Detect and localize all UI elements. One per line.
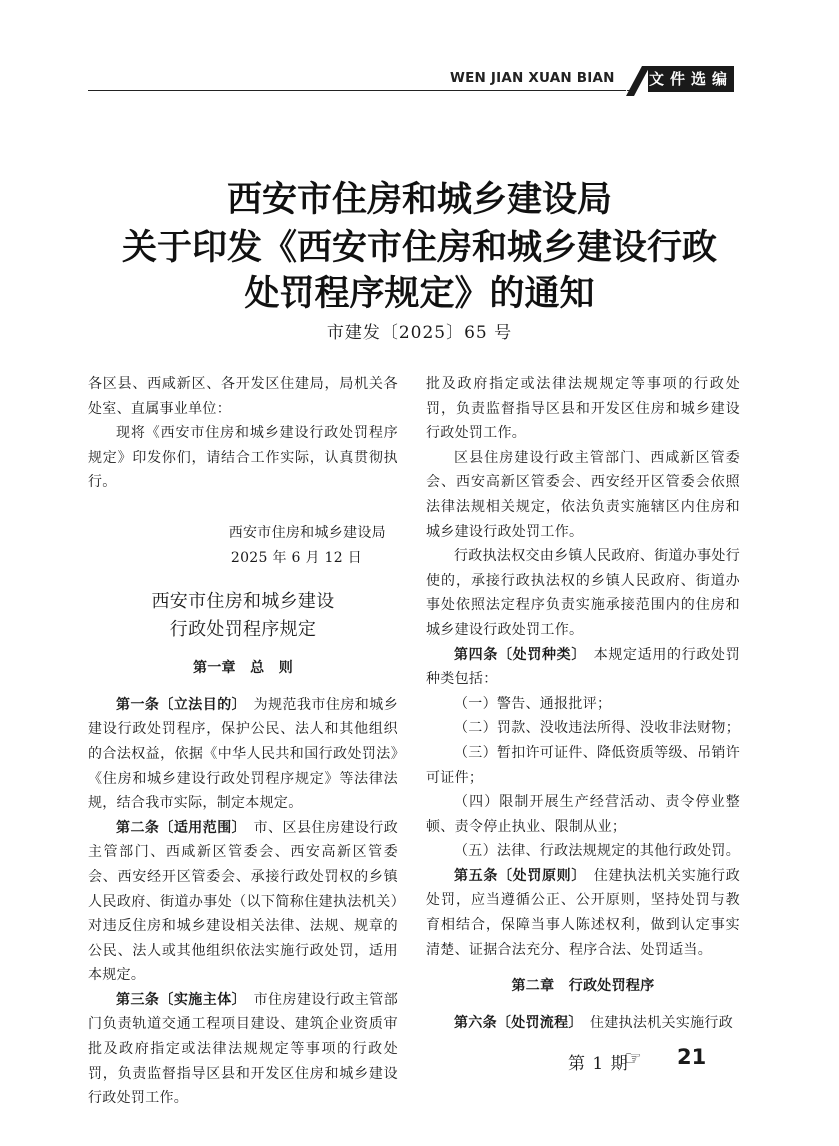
title-line-1: 西安市住房和城乡建设局 (226, 179, 612, 220)
article-2-text: 市、区县住房建设行政主管部门、西咸新区管委会、西安高新区管委会、西安经开区管委会、承接行政处罚权的乡镇人民政府、街道办事处（以下简称住建执法机关）对违反住房和城乡建设相关法律、法规、规章的公民、法人或其他组织依法实施行政处罚，适用本规定。 (88, 819, 399, 984)
notice-recipients: 各区县、西咸新区、各开发区住建局，局机关各处室、直属事业单位： (88, 376, 398, 417)
notice-body: 现将《西安市住房和城乡建设行政处罚程序规定》印发你们，请结合工作实际，认真贯彻执行。 (88, 425, 398, 491)
article-6-text: 住建执法机关实施行政 (590, 1014, 734, 1031)
article-1-text: 为规范我市住房和城乡建设行政处罚程序，保护公民、法人和其他组织的合法权益，依据《中华人民共和国行政处罚法》《住房和城乡建设行政处罚程序规定》等法律法规，结合我市实际，制定本规定。 (88, 696, 399, 812)
chapter-2-heading: 第二章 行政处罚程序 (511, 978, 655, 995)
article-4-item-5: （五）法律、行政法规规定的其他行政处罚。 (454, 843, 740, 860)
page-number: 21 (677, 1045, 707, 1069)
header-rule (88, 90, 634, 91)
article-3-continued: 批及政府指定或法律法规规定等事项的行政处罚，负责监督指导区县和开发区住房和城乡建设行政处罚工作。 (426, 376, 740, 442)
article-4 (426, 643, 740, 692)
notice-date: 2025 年 6 月 12 日 (230, 549, 362, 566)
left-column (88, 372, 398, 1111)
right-column (426, 372, 740, 1035)
article-4-item-3: （三）暂扣许可证件、降低资质等级、吊销许可证件； (426, 744, 740, 786)
chapter-1-heading: 第一章 总 则 (192, 660, 294, 677)
article-5 (426, 864, 740, 962)
article-3-paragraph-2: 区县住房建设行政主管部门、西咸新区管委会、西安高新区管委会、西安经开区管委会依照法律法规相关规定，依法负责实施辖区内住房和城乡建设行政处罚工作。 (426, 449, 740, 540)
title-line-2: 关于印发《西安市住房和城乡建设行政 (121, 227, 717, 268)
article-3 (88, 988, 398, 1111)
regulation-title-line-2: 行政处罚程序规定 (169, 619, 317, 641)
footer-issue: 第 1 期 (568, 1054, 629, 1074)
article-5-text: 住建执法机关实施行政处罚，应当遵循公正、公开原则，坚持处罚与教育相结合，保障当事人陈述权利，做到认定事实清楚、证据合法充分、程序合法、处罚适当。 (426, 867, 741, 958)
article-6-heading: 第六条〔处罚流程〕 (454, 1014, 583, 1031)
header-pinyin: WEN JIAN XUAN BIAN (450, 70, 615, 86)
article-5-heading: 第五条〔处罚原则〕 (454, 867, 587, 884)
pointing-hand-icon: ☞ (624, 1046, 642, 1070)
document-number: 市建发〔2025〕65 号 (326, 323, 513, 343)
article-4-item-2: （二）罚款、没收违法所得、没收非法财物； (454, 720, 740, 737)
article-3-heading: 第三条〔实施主体〕 (116, 991, 247, 1008)
article-3-text: 市住房建设行政主管部门负责轨道交通工程项目建设、建筑企业资质审批及政府指定或法律法规规定等事项的行政处罚，负责监督指导区县和开发区住房和城乡建设行政处罚工作。 (88, 991, 399, 1107)
article-3-paragraph-3: 行政执法权交由乡镇人民政府、街道办事处行使的，承接行政执法权的乡镇人民政府、街道办事处依照法定程序负责实施承接范围内的住房和城乡建设行政处罚工作。 (426, 548, 740, 638)
article-4-item-4: （四）限制开展生产经营活动、责令停业整顿、责令停止执业、限制从业； (426, 794, 740, 835)
article-1 (88, 693, 398, 816)
article-4-item-1: （一）警告、通报批评； (454, 695, 612, 712)
notice-issuer: 西安市住房和城乡建设局 (228, 524, 386, 541)
article-6 (426, 1011, 740, 1036)
article-2-heading: 第二条〔适用范围〕 (116, 819, 247, 836)
header-slash-ornament (626, 66, 650, 96)
title-line-3: 处罚程序规定》的通知 (244, 273, 595, 314)
article-2 (88, 816, 398, 988)
regulation-title-line-1: 西安市住房和城乡建设 (151, 591, 335, 613)
article-1-heading: 第一条〔立法目的〕 (116, 696, 247, 713)
article-4-text: 本规定适用的行政处罚种类包括： (426, 646, 741, 688)
article-4-heading: 第四条〔处罚种类〕 (454, 646, 587, 663)
header-section-label: 文件选编 (648, 66, 734, 92)
